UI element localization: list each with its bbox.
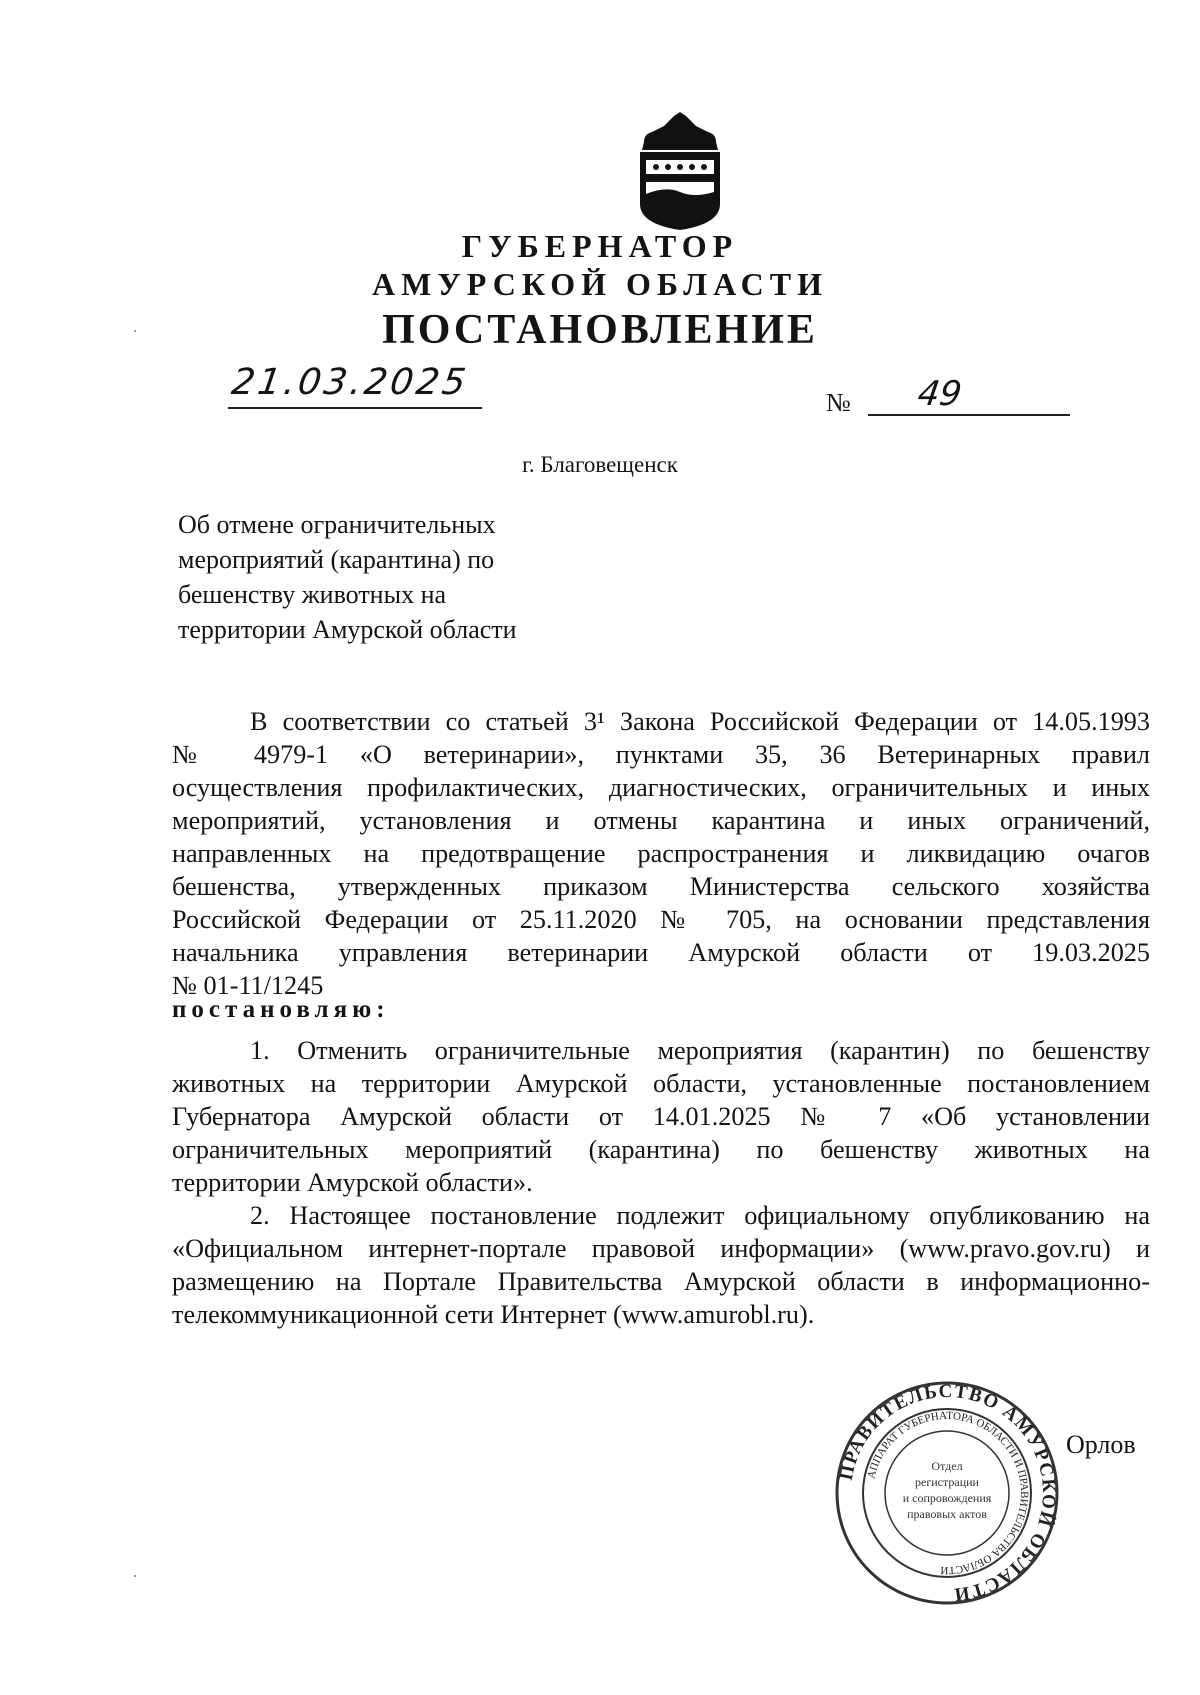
city-label: г. Благовещенск (522, 452, 678, 477)
preamble-line: бешенства, утвержденных приказом Министерства сельского хозяйства (172, 872, 1150, 901)
document-type-title: ПОСТАНОВЛЕНИЕ (382, 307, 818, 353)
official-stamp (832, 1378, 1062, 1608)
document-subject (178, 507, 578, 647)
preamble-line: № 01-11/1245 (172, 971, 324, 1000)
number-sign-label: № (826, 388, 851, 417)
scan-speck (134, 1575, 136, 1577)
coat-of-arms-emblem (634, 112, 726, 232)
subject-line: мероприятий (карантина) по (178, 545, 495, 574)
decree-word: постановляю: (172, 996, 390, 1023)
preamble-paragraph (172, 705, 1150, 1002)
scan-speck (134, 330, 136, 332)
preamble-line: осуществления профилактических, диагностических, ограничительных и иных (172, 773, 1150, 802)
stamp-outer-text: ПРАВИТЕЛЬСТВО АМУРСКОЙ ОБЛАСТИ (835, 1380, 1060, 1606)
item-2-line: «Официальном интернет-портале правовой информации» (www.pravo.gov.ru) и (172, 1234, 1150, 1263)
stamp-center-line: Отдел (931, 1459, 963, 1473)
subject-line: территории Амурской области (178, 615, 517, 644)
date-underline (228, 407, 482, 409)
item-2-line: телекоммуникационной сети Интернет (www.amurobl.ru). (172, 1300, 815, 1329)
signature-name: Орлов (1066, 1430, 1136, 1459)
item-1-line: ограничительных мероприятий (карантина) по бешенству животных на (172, 1135, 1150, 1164)
subject-line: Об отмене ограничительных (178, 510, 496, 539)
header-title-governor: ГУБЕРНАТОР (461, 228, 739, 264)
preamble-line: направленных на предотвращение распространения и ликвидацию очагов (172, 839, 1150, 868)
item-2-line: размещению на Портале Правительства Амурской области в информационно- (172, 1267, 1150, 1296)
item-1-paragraph (172, 1034, 1150, 1199)
handwritten-number: 49 (915, 374, 965, 414)
header-title-region: АМУРСКОЙ ОБЛАСТИ (372, 266, 828, 302)
number-underline (868, 414, 1070, 416)
preamble-line: В соответствии со статьей 3¹ Закона Российской Федерации от 14.05.1993 (250, 707, 1150, 736)
item-1-line: территории Амурской области». (172, 1168, 533, 1197)
item-2-paragraph (172, 1199, 1150, 1331)
item-2-line: 2. Настоящее постановление подлежит официальному опубликованию на (250, 1201, 1150, 1230)
item-1-line: животных на территории Амурской области, установленные постановлением (172, 1069, 1150, 1098)
stamp-middle-text: АППАРАТ ГУБЕРНАТОРА ОБЛАСТИ И ПРАВИТЕЛЬСТВА ОБЛАСТИ (865, 1409, 1031, 1577)
stamp-center-line: правовых актов (907, 1507, 987, 1521)
handwritten-date: 21.03.2025 (229, 362, 472, 403)
item-1-line: 1. Отменить ограничительные мероприятия (карантин) по бешенству (250, 1036, 1150, 1065)
stamp-center-line: и сопровождения (902, 1491, 992, 1505)
preamble-line: мероприятий, установления и отмены карантина и иных ограничений, (172, 806, 1150, 835)
stamp-center-line: регистрации (915, 1475, 979, 1489)
preamble-line: № 4979-1 «О ветеринарии», пунктами 35, 36 Ветеринарных правил (172, 740, 1150, 769)
preamble-line: начальника управления ветеринарии Амурской области от 19.03.2025 (172, 938, 1150, 967)
preamble-line: Российской Федерации от 25.11.2020 № 705, на основании представления (172, 905, 1150, 934)
item-1-line: Губернатора Амурской области от 14.01.2025 № 7 «Об установлении (172, 1102, 1150, 1131)
subject-line: бешенству животных на (178, 580, 447, 609)
